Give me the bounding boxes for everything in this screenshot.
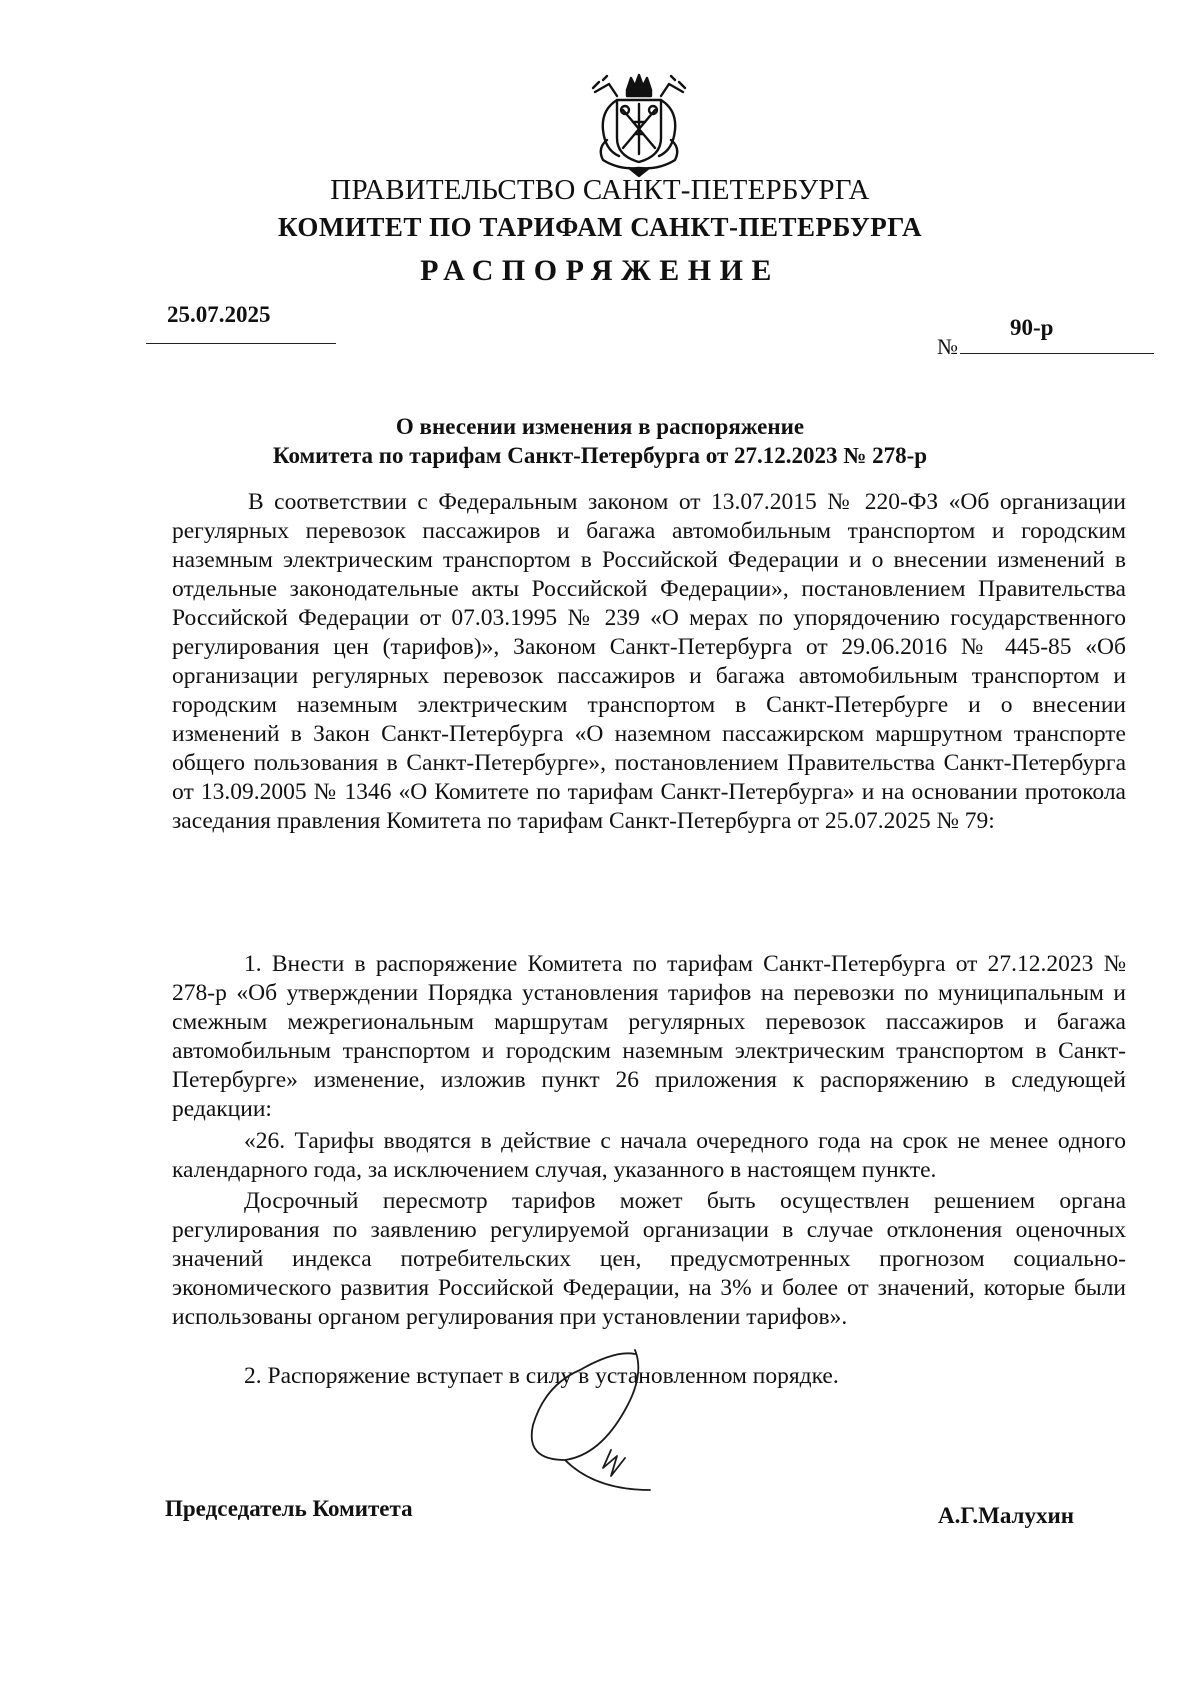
document-number: 90-р	[1010, 315, 1054, 340]
document-title-line-1: О внесении изменения в распоряжение	[395, 414, 805, 439]
quoted-point-26-paragraph-1: «26. Тарифы вводятся в действие с начала очередного года на срок не менее одного календарного года, за исключением случая, указанного в настоящем пункте.	[172, 1128, 1126, 1183]
document-date: 25.07.2025	[167, 302, 271, 327]
spb-coat-of-arms-icon	[588, 70, 690, 178]
number-underline	[960, 353, 1154, 354]
government-title: ПРАВИТЕЛЬСТВО САНКТ-ПЕТЕРБУРГА	[330, 174, 870, 206]
preamble-paragraph: В соответствии с Федеральным законом от 13.07.2015 № 220-ФЗ «Об организации регулярных перевозок пассажиров и багажа автомобильным транспортом и городским наземным электрическим транспортом в Российской Федерации и о внесении изменений в отдельные законодательные акты Российской Федерации», постановлением Правительства Российской Федерации от 07.03.1995 № 239 «О мерах по упорядочению государственного регулирования цен (тарифов)», Законом Санкт-Петербурга от 29.06.2016 № 445-85 «Об организации регулярных перевозок пассажиров и багажа автомобильным транспортом и городским наземным электрическим транспортом в Санкт-Петербурге и о внесении изменений в Закон Санкт-Петербурга «О наземном пассажирском маршрутном транспорте общего пользования в Санкт-Петербурге», постановлением Правительства Санкт-Петербурга от 13.09.2005 № 1346 «О Комитете по тарифам Санкт-Петербурга» и на основании протокола заседания правления Комитета по тарифам Санкт-Петербурга от 25.07.2025 № 79:	[172, 489, 1126, 834]
handwritten-signature	[525, 1330, 705, 1510]
quoted-point-26-paragraph-2: Досрочный пересмотр тарифов может быть осуществлен решением органа регулирования по заявлению регулируемой организации в случае отклонения оценочных значений индекса потребительских цен, предусмотренных прогнозом социально-экономического развития Российской Федерации, на 3% и более от значений, которые были использованы органом регулирования при установлении тарифов».	[172, 1188, 1126, 1330]
document-type-heading: РАСПОРЯЖЕНИЕ	[420, 254, 780, 287]
item-2-paragraph: 2. Распоряжение вступает в силу в установленном порядке.	[244, 1363, 839, 1389]
item-1-paragraph: 1. Внести в распоряжение Комитета по тарифам Санкт-Петербурга от 27.12.2023 № 278-р «Об утверждении Порядка установления тарифов на перевозки по муниципальным и смежным межрегиональным маршрутам регулярных перевозок пассажиров и багажа автомобильным транспортом и городским наземным электрическим транспортом в Санкт-Петербурге» изменение, изложив пункт 26 приложения к распоряжению в следующей редакции:	[172, 951, 1126, 1122]
number-label: №	[937, 334, 958, 359]
document-title-line-2: Комитета по тарифам Санкт-Петербурга от 27.12.2023 № 278-р	[272, 443, 928, 468]
committee-title: КОМИТЕТ ПО ТАРИФАМ САНКТ-ПЕТЕРБУРГА	[278, 212, 922, 242]
signatory-position: Председатель Комитета	[165, 1496, 413, 1521]
date-underline	[146, 343, 336, 344]
signatory-name: А.Г.Малухин	[938, 1503, 1074, 1528]
